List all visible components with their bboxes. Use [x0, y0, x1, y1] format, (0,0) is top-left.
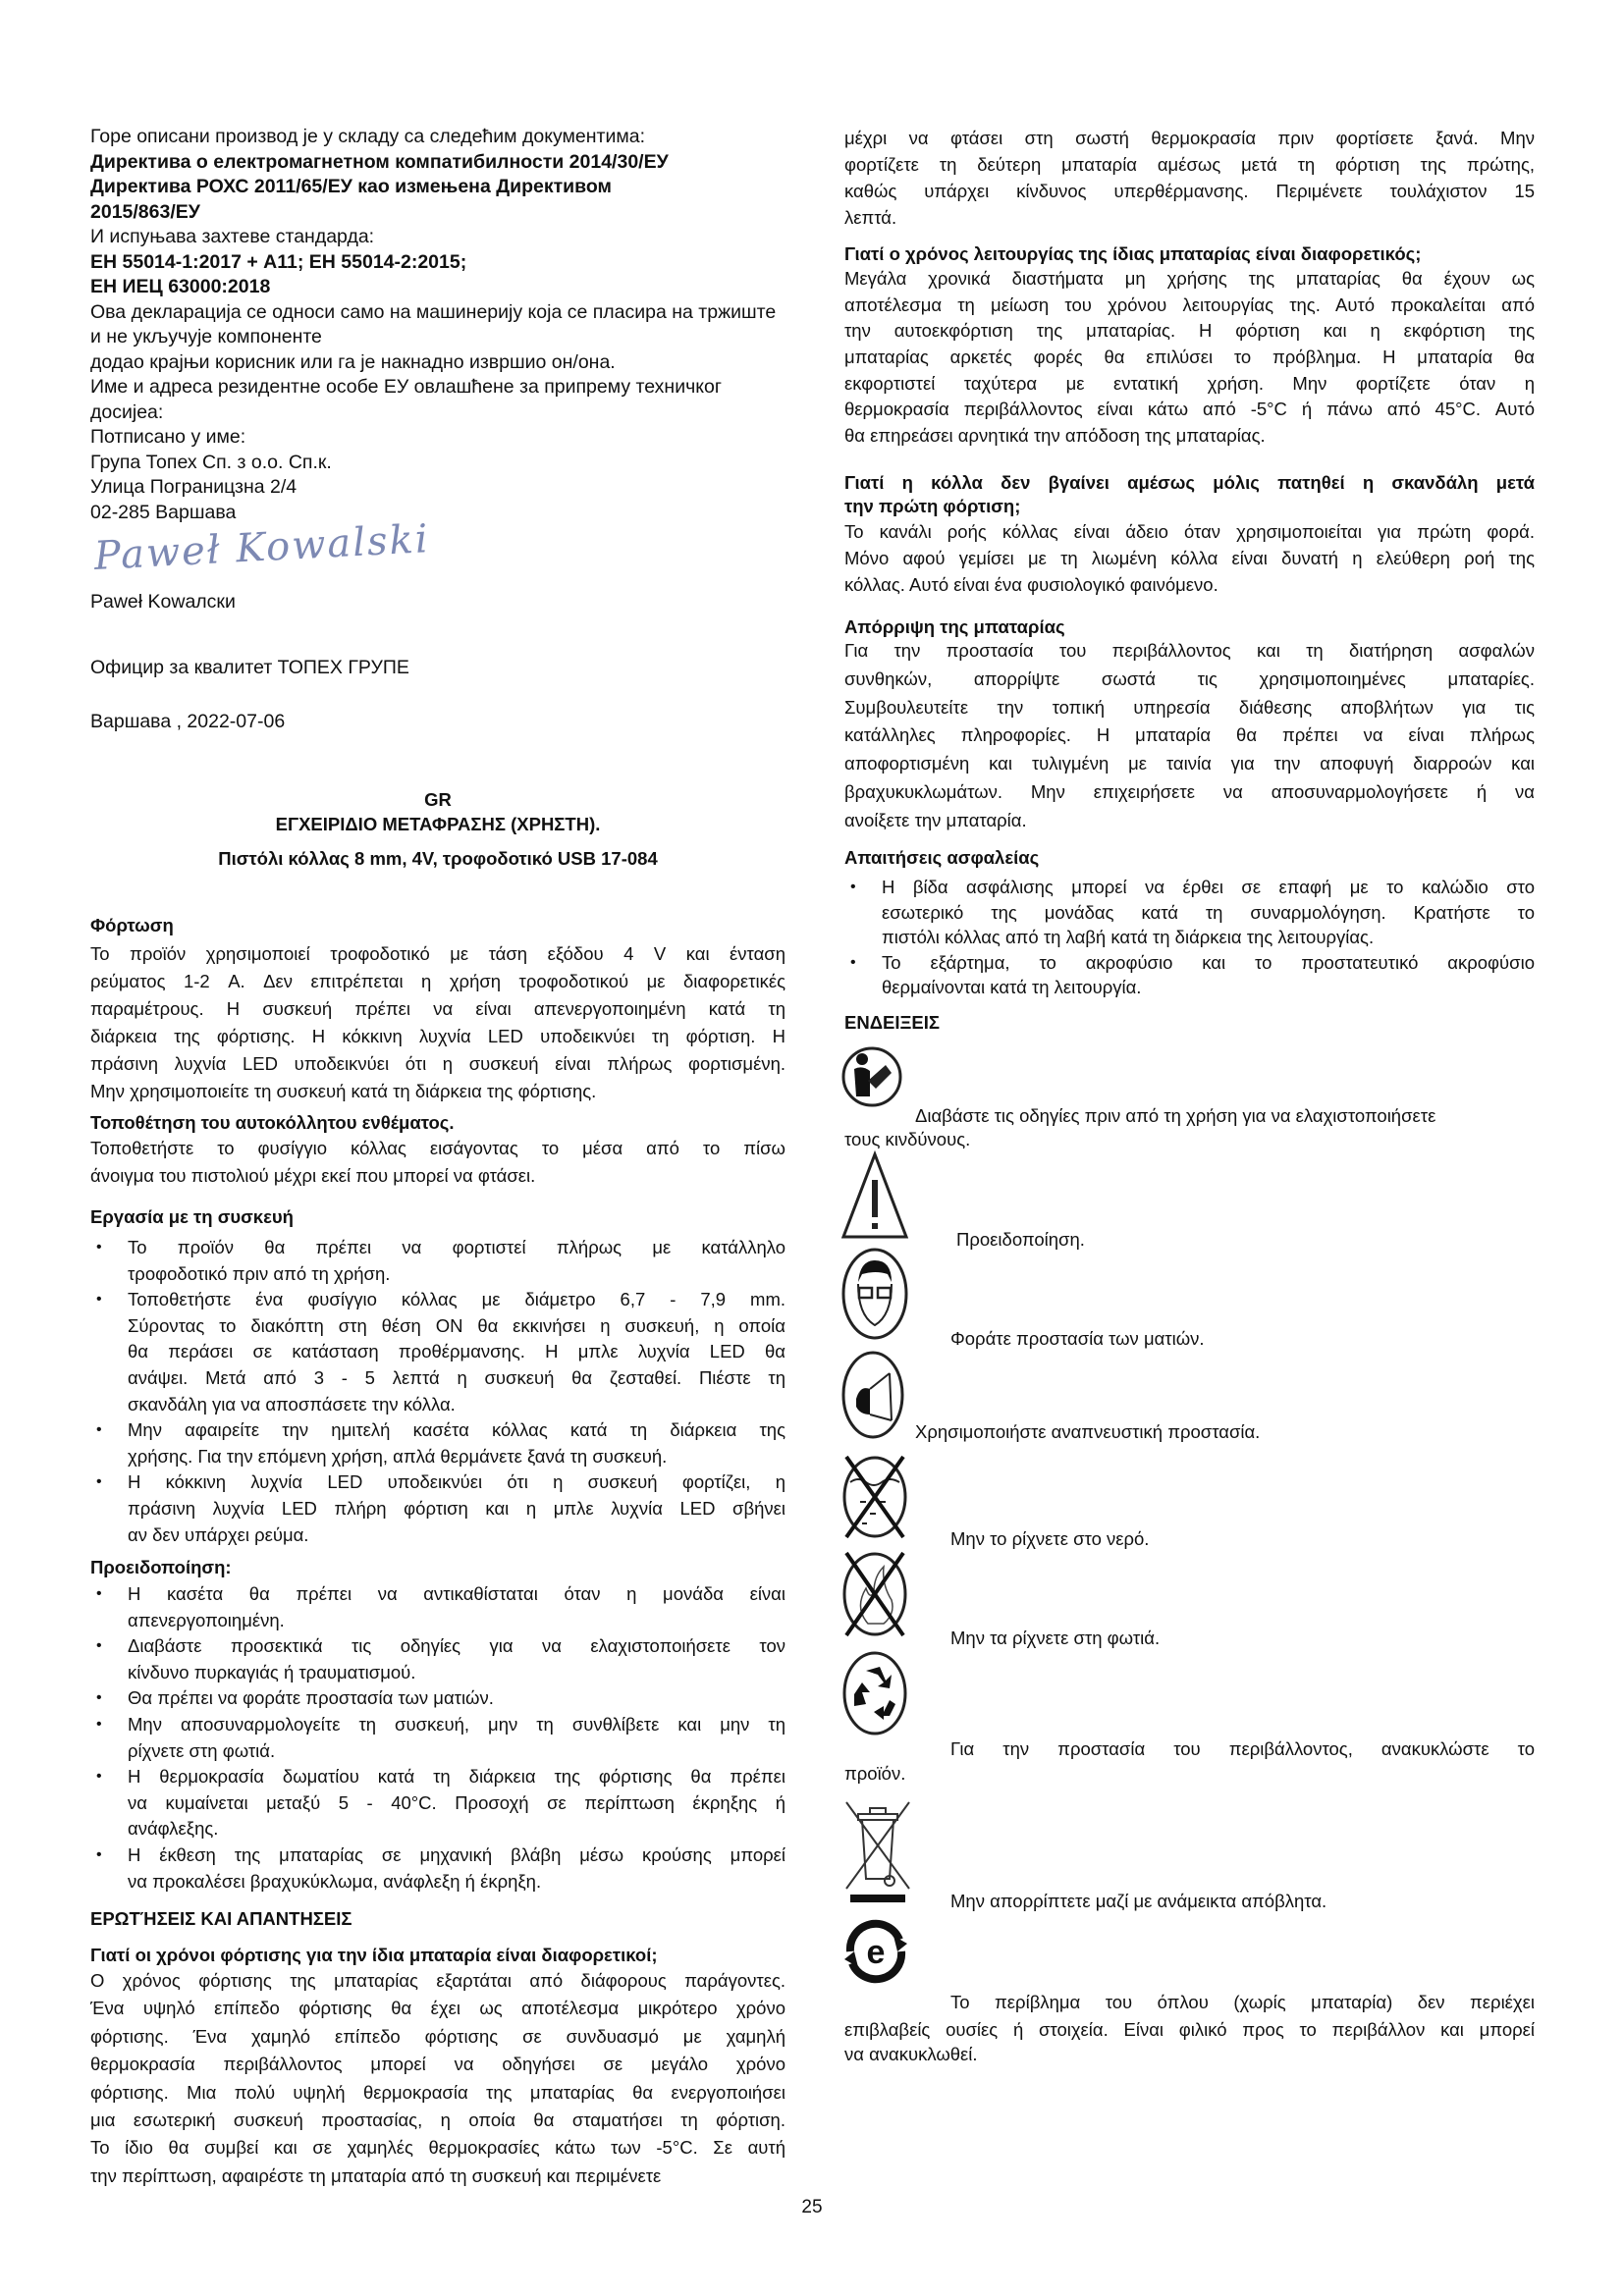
declaration-line: 2015/863/ЕУ — [90, 200, 200, 223]
bullet-item — [90, 1712, 785, 1764]
declaration-line: Потписано у име: — [90, 426, 246, 448]
signer-name: Paweł Kowaлски — [90, 591, 236, 613]
charging-heading: Φόρτωση — [90, 915, 174, 935]
bullet-item — [844, 875, 1535, 950]
text-line: να κυμαίνεται μεταξύ 5 - 40°C. Προσοχή σε περίπτωση έκρηξης ή — [128, 1791, 785, 1813]
indication-text: να ανακυκλωθεί. — [844, 2044, 978, 2064]
svg-text:e: e — [866, 1934, 886, 1971]
bullet-icon: • — [850, 879, 856, 895]
text-line: Σύροντας το διακόπτη στη θέση ON θα εκκινήσει η συσκευή, η οποία — [128, 1314, 785, 1336]
bullet-item — [90, 1417, 785, 1469]
text-line: να προκαλέσει βραχυκύκλωμα, ανάφλεξη ή έκρηξη. — [128, 1870, 542, 1892]
text-line: χρήσης. Για την επόμενη χρήση, απλά θερμάνετε ξανά τη συσκευή. — [128, 1445, 668, 1467]
indication-text: τους κινδύνους. — [844, 1129, 971, 1149]
bullet-item — [90, 1469, 785, 1548]
bullet-text — [128, 1417, 785, 1469]
eye-protection-icon — [840, 1247, 909, 1341]
bullet-text — [882, 950, 1535, 1000]
text-line: την περίπτωση, αφαιρέστε τη μπαταρία από τη συσκευή και περιμένετε — [90, 2164, 662, 2186]
insert-heading: Τοποθέτηση του αυτοκόλλητου ενθέματος. — [90, 1112, 455, 1133]
bullet-text — [128, 1712, 785, 1764]
text-line: πράσινη λυχνία LED πλήρη φόρτιση και η μπλε λυχνία LED σβήνει — [128, 1497, 785, 1519]
text-line: αποτέλεσμα τη μείωση του χρόνου λειτουργίας της. Αυτό προκαλείται από — [844, 294, 1535, 315]
no-water-icon — [840, 1453, 909, 1541]
disposal-heading: Απόρριψη της μπαταρίας — [844, 616, 1065, 637]
declaration-line: досијеа: — [90, 400, 164, 423]
declaration-line: ЕН 55014-1:2017 + А11; ЕН 55014-2:2015; — [90, 250, 467, 273]
faq-q2-question: Γιατί ο χρόνος λειτουργίας της ίδιας μπαταρίας είναι διαφορετικός; — [844, 243, 1422, 264]
indication-text: Φοράτε προστασία των ματιών. — [950, 1328, 1205, 1349]
bullet-item — [844, 950, 1535, 1000]
faq-q1-question: Γιατί οι χρόνοι φόρτισης για την ίδια μπαταρία είναι διαφορετικοί; — [90, 1945, 658, 1965]
text-line: μέχρι να φτάσει στη σωστή θερμοκρασία πριν φορτίσετε ξανά. Μην — [844, 128, 1535, 148]
indication-text: Προειδοποίηση. — [956, 1229, 1085, 1250]
faq-q3-answer — [844, 518, 1535, 598]
text-line: Γιατί η κόλλα δεν βγαίνει αμέσως μόλις πατηθεί η σκανδάλη μετά — [844, 472, 1535, 493]
bullet-text — [128, 1287, 785, 1417]
text-line: Το προϊόν χρησιμοποιεί τροφοδοτικό με τάση εξόδου 4 V και ένταση — [90, 943, 785, 964]
text-line: παραμέτρους. Η συσκευή πρέπει να είναι απενεργοποιημένη κατά τη — [90, 998, 785, 1019]
signature: Paweł Kowalski — [92, 516, 431, 579]
text-line: ανάψει. Μετά από 3 - 5 λεπτά η συσκευή θα ζεσταθεί. Πιέστε τη — [128, 1366, 785, 1388]
text-line: σκανδάλη για να αποσπάσετε την κόλλα. — [128, 1393, 456, 1415]
eco-friendly-e-icon — [840, 1914, 911, 1989]
text-line: θα επηρεάσει αρνητικά την απόδοση της μπαταρίας. — [844, 425, 1266, 447]
indication-text: Διαβάστε τις οδηγίες πριν από τη χρήση για να ελαχιστοποιήσετε — [915, 1105, 1436, 1126]
bullet-icon: • — [96, 1715, 102, 1733]
bullet-text — [882, 875, 1535, 950]
text-line: αποφορτισμένη και τυλιγμένη με ταινία για την αποφυγή διαρροών και — [844, 753, 1535, 774]
declaration-line: додао крајњи корисник или га је накнадно извршио он/она. — [90, 350, 616, 373]
bullet-item — [90, 1685, 785, 1712]
faq-q1-answer-continued — [844, 125, 1535, 231]
bullet-icon: • — [96, 1845, 102, 1863]
text-line: πράσινη λυχνία LED υποδεικνύει ότι η συσκευή είναι πλήρως φορτισμένη. — [90, 1053, 785, 1074]
text-line: θα περάσει σε κατάσταση προθέρμανσης. Η μπλε λυχνία LED θα — [128, 1341, 785, 1362]
operation-list — [90, 1235, 785, 1548]
safety-heading: Απαιτήσεις ασφαλείας — [844, 847, 1040, 868]
bullet-icon: • — [96, 1421, 102, 1439]
bullet-text — [128, 1842, 785, 1895]
text-line: εκφορτιστεί ταχύτερα με εντατική χρήση. Μην φορτίζετε όταν η — [844, 372, 1535, 394]
bullet-item — [90, 1842, 785, 1895]
text-line: ρεύματος 1-2 A. Δεν επιτρέπεται η χρήση τροφοδοτικού με διαφορετικές — [90, 971, 785, 991]
indications-heading: ΕΝΔΕΙΞΕΙΣ — [844, 1012, 940, 1033]
text-line: κόλλας. Αυτό είναι ένα φυσιολογικό φαινόμενο. — [844, 574, 1218, 595]
text-line: Η κασέτα θα πρέπει να αντικαθίσταται όταν η μονάδα είναι — [128, 1583, 785, 1604]
bullet-text — [128, 1685, 785, 1712]
bullet-icon: • — [96, 1637, 102, 1655]
declaration-line: Директива РОХС 2011/65/ЕУ као измењена Директивом — [90, 176, 612, 197]
text-line: μπαταρίας αρκετές φορές θα επιλύσει το πρόβλημα. Η μπαταρία θα — [844, 347, 1535, 368]
text-line: Μην αποσυναρμολογείτε τη συσκευή, μην τη συνθλίβετε και μην τη — [128, 1713, 785, 1735]
respiratory-protection-icon — [840, 1350, 905, 1440]
indication-text: Μην τα ρίχνετε στη φωτιά. — [950, 1628, 1161, 1648]
indication-text: Το περίβλημα του όπλου (χωρίς μπαταρία) δεν περιέχει — [950, 1992, 1535, 2012]
bullet-item — [90, 1287, 785, 1417]
text-line: Διαβάστε προσεκτικά τις οδηγίες για να ελαχιστοποιήσετε τον — [128, 1635, 785, 1657]
warning-list — [90, 1581, 785, 1895]
warning-heading: Προειδοποίηση: — [90, 1557, 232, 1577]
indication-text: προϊόν. — [844, 1763, 906, 1784]
text-line: Για την προστασία του περιβάλλοντος και τη διατήρηση ασφαλών — [844, 640, 1535, 661]
bullet-item — [90, 1633, 785, 1685]
text-line: άνοιγμα του πιστολιού μέχρι εκεί που μπορεί να φτάσει. — [90, 1165, 536, 1186]
manual-subtitle: Πιστόλι κόλλας 8 mm, 4V, τροφοδοτικό USB 17-084 — [218, 848, 658, 869]
bullet-icon: • — [96, 1689, 102, 1707]
indication-text: Μην απορρίπτετε μαζί με ανάμεικτα απόβλητα. — [950, 1891, 1327, 1911]
text-line: συνθηκών, απορρίψτε σωστά τις χρησιμοποιημένες μπαταρίες. — [844, 667, 1535, 689]
bullet-icon: • — [96, 1768, 102, 1786]
declaration-line: 02-285 Варшава — [90, 501, 237, 523]
text-line: Η έκθεση της μπαταρίας σε μηχανική βλάβη μέσω κρούσης μπορεί — [128, 1843, 785, 1865]
indication-text: Μην το ρίχνετε στο νερό. — [950, 1528, 1150, 1549]
bullet-icon: • — [96, 1585, 102, 1602]
text-line: αν δεν υπάρχει ρεύμα. — [128, 1523, 309, 1545]
text-line: Ένα υψηλό επίπεδο φόρτισης θα έχει ως αποτέλεσμα μικρότερο χρόνο — [90, 1998, 785, 2019]
faq-heading: ΕΡΩΤΉΣΕΙΣ ΚΑΙ ΑΠΑΝΤΗΣΕΙΣ — [90, 1908, 352, 1929]
warning-triangle-icon — [840, 1150, 909, 1241]
text-line: Μην χρησιμοποιείτε τη συσκευή κατά τη διάρκεια της φόρτισης. — [90, 1081, 597, 1101]
declaration-line: Име и адреса резидентне особе ЕУ овлашћене за припрему техничког — [90, 376, 722, 398]
faq-q3-question — [844, 471, 1535, 518]
text-line: τροφοδοτικό πριν από τη χρήση. — [128, 1262, 391, 1284]
text-line: λεπτά. — [844, 207, 897, 228]
language-code: GR — [424, 789, 452, 810]
text-line: Τοποθετήστε το φυσίγγιο κόλλας εισάγοντας το μέσα από το πίσω — [90, 1138, 785, 1158]
text-line: Η βίδα ασφάλισης μπορεί να έρθει σε επαφή με το καλώδιο στο — [882, 877, 1535, 897]
bullet-text — [128, 1235, 785, 1287]
text-line: ανοίξετε την μπαταρία. — [844, 809, 1027, 830]
recycle-icon — [840, 1649, 909, 1737]
declaration-line: ЕН ИЕЦ 63000:2018 — [90, 276, 271, 297]
weee-crossed-bin-icon — [840, 1796, 915, 1906]
declaration-line: Улица Пограницзна 2/4 — [90, 476, 298, 498]
text-line: πιστόλι κόλλας από τη λαβή κατά τη διάρκεια της λειτουργίας. — [882, 927, 1375, 947]
indication-text: επιβλαβείς ουσίες ή στοιχεία. Είναι φιλικό προς το περιβάλλον και μπορεί — [844, 2019, 1535, 2040]
bullet-icon: • — [850, 953, 856, 971]
bullet-text — [128, 1764, 785, 1842]
text-line: Μόνο αφού γεμίσει με τη λιωμένη κόλλα είναι δυνατή η ελεύθερη ροή της — [844, 548, 1535, 568]
text-line: Τοποθετήστε ένα φυσίγγιο κόλλας με διάμετρο 6,7 - 7,9 mm. — [128, 1289, 785, 1310]
text-line: μια εσωτερική συσκευή προστασίας, η οποία θα σταματήσει τη φόρτιση. — [90, 2109, 785, 2130]
text-line: διάρκεια της φόρτισης. Η κόκκινη λυχνία LED υποδεικνύει τη φόρτιση. Η — [90, 1026, 785, 1046]
text-line: φόρτισης. Ένα χαμηλό επίπεδο φόρτισης σε συνδυασμό με χαμηλή — [90, 2025, 785, 2047]
place-date: Варшава , 2022-07-06 — [90, 711, 286, 732]
declaration-line: Ова декларација се односи само на машинерију која се пласира на тржиште — [90, 300, 777, 323]
declaration-block — [90, 125, 785, 525]
text-line: καθώς υπάρχει κίνδυνος υπερθέρμανσης. Περιμένετε τουλάχιστον 15 — [844, 181, 1535, 201]
bullet-text — [128, 1633, 785, 1685]
text-line: Η θερμοκρασία δωματίου κατά τη διάρκεια της φόρτισης θα πρέπει — [128, 1766, 785, 1788]
text-line: κατάλληλες πληροφορίες. Η μπαταρία θα πρέπει να είναι πλήρως — [844, 724, 1535, 746]
text-line: την αυτοεκφόρτιση της μπαταρίας. Η φόρτιση και η εκφόρτιση της — [844, 320, 1535, 342]
safety-list — [844, 875, 1535, 1000]
declaration-line: Горе описани производ је у складу са следећим документима: — [90, 126, 646, 147]
text-line: Ο χρόνος φόρτισης της μπαταρίας εξαρτάται από διάφορους παράγοντες. — [90, 1970, 785, 1991]
text-line: ανάφλεξης. — [128, 1818, 219, 1840]
bullet-text — [128, 1469, 785, 1548]
declaration-line: Директива о електромагнетном компатибилности 2014/30/ЕУ — [90, 150, 669, 173]
text-line: εσωτερικό της μονάδας κατά τη συναρμολόγηση. Κρατήστε το — [882, 901, 1535, 923]
bullet-item — [90, 1764, 785, 1842]
text-line: φόρτισης. Μια πολύ υψηλή θερμοκρασία της μπαταρίας θα ενεργοποιήσει — [90, 2081, 785, 2103]
declaration-line: и не укључује компоненте — [90, 326, 322, 347]
text-line: Το προϊόν θα πρέπει να φορτιστεί πλήρως με κατάλληλο — [128, 1237, 785, 1257]
no-fire-icon — [840, 1549, 909, 1639]
text-line: θερμαίνονται κατά τη λειτουργία. — [882, 977, 1142, 997]
faq-q2-answer — [844, 266, 1535, 450]
text-line: Το ίδιο θα συμβεί και σε χαμηλές θερμοκρασίες κάτω των -5°C. Σε αυτή — [90, 2137, 785, 2159]
bullet-item — [90, 1235, 785, 1287]
bullet-icon: • — [96, 1473, 102, 1491]
text-line: βραχυκυκλωμάτων. Μην επιχειρήσετε να αποσυναρμολογήσετε ή να — [844, 780, 1535, 802]
faq-q1-answer — [90, 1967, 785, 2190]
text-line: Μεγάλα χρονικά διαστήματα μη χρήσης της μπαταρίας θα έχουν ως — [844, 268, 1535, 289]
insert-text — [90, 1135, 785, 1190]
declaration-line: Група Топех Сп. з о.о. Сп.к. — [90, 451, 332, 473]
text-line: Το εξάρτημα, το ακροφύσιο και το προστατευτικό ακροφύσιο — [882, 951, 1535, 973]
indication-text: Χρησιμοποιήστε αναπνευστική προστασία. — [915, 1421, 1261, 1442]
bullet-icon: • — [96, 1239, 102, 1255]
bullet-item — [90, 1581, 785, 1633]
charging-text — [90, 940, 785, 1105]
signer-role: Официр за квалитет ТОПЕХ ГРУПЕ — [90, 657, 409, 678]
page-number: 25 — [801, 2197, 823, 2217]
text-line: την πρώτη φόρτιση; — [844, 496, 1021, 516]
indication-text: Για την προστασία του περιβάλλοντος, ανακυκλώστε το — [950, 1738, 1535, 1759]
text-line: θερμοκρασία περιβάλλοντος μπορεί να οδηγήσει σε μεγάλο χρόνο — [90, 2054, 785, 2075]
text-line: Συμβουλευτείτε την τοπική υπηρεσία διάθεσης αποβλήτων για τις — [844, 696, 1535, 718]
manual-title: ΕΓΧΕΙΡΙΔΙΟ ΜΕΤΑΦΡΑΣΗΣ (ΧΡΗΣΤΗ). — [275, 814, 601, 834]
bullet-text — [128, 1581, 785, 1633]
text-line: κίνδυνο πυρκαγιάς ή τραυματισμού. — [128, 1661, 416, 1682]
disposal-text — [844, 637, 1535, 835]
text-line: απενεργοποιημένη. — [128, 1609, 285, 1630]
text-line: Η κόκκινη λυχνία LED υποδεικνύει ότι η συσκευή φορτίζει, η — [128, 1471, 785, 1493]
bullet-icon: • — [96, 1291, 102, 1308]
text-line: Θα πρέπει να φοράτε προστασία των ματιών. — [128, 1687, 494, 1709]
text-line: θερμοκρασία περιβάλλοντος είναι κάτω από -5°C ή πάνω από 45°C. Αυτό — [844, 399, 1535, 420]
text-line: φορτίζετε τη δεύτερη μπαταρία αμέσως μετά τη φόρτιση της πρώτης, — [844, 154, 1535, 175]
operation-heading: Εργασία με τη συσκευή — [90, 1206, 294, 1227]
declaration-line: И испуњава захтеве стандарда: — [90, 226, 375, 247]
read-manual-icon — [840, 1036, 903, 1118]
text-line: Μην αφαιρείτε την ημιτελή κασέτα κόλλας κατά τη διάρκεια της — [128, 1419, 785, 1441]
text-line: ρίχνετε στη φωτιά. — [128, 1739, 276, 1761]
text-line: Το κανάλι ροής κόλλας είναι άδειο όταν χρησιμοποιείται για πρώτη φορά. — [844, 521, 1535, 542]
